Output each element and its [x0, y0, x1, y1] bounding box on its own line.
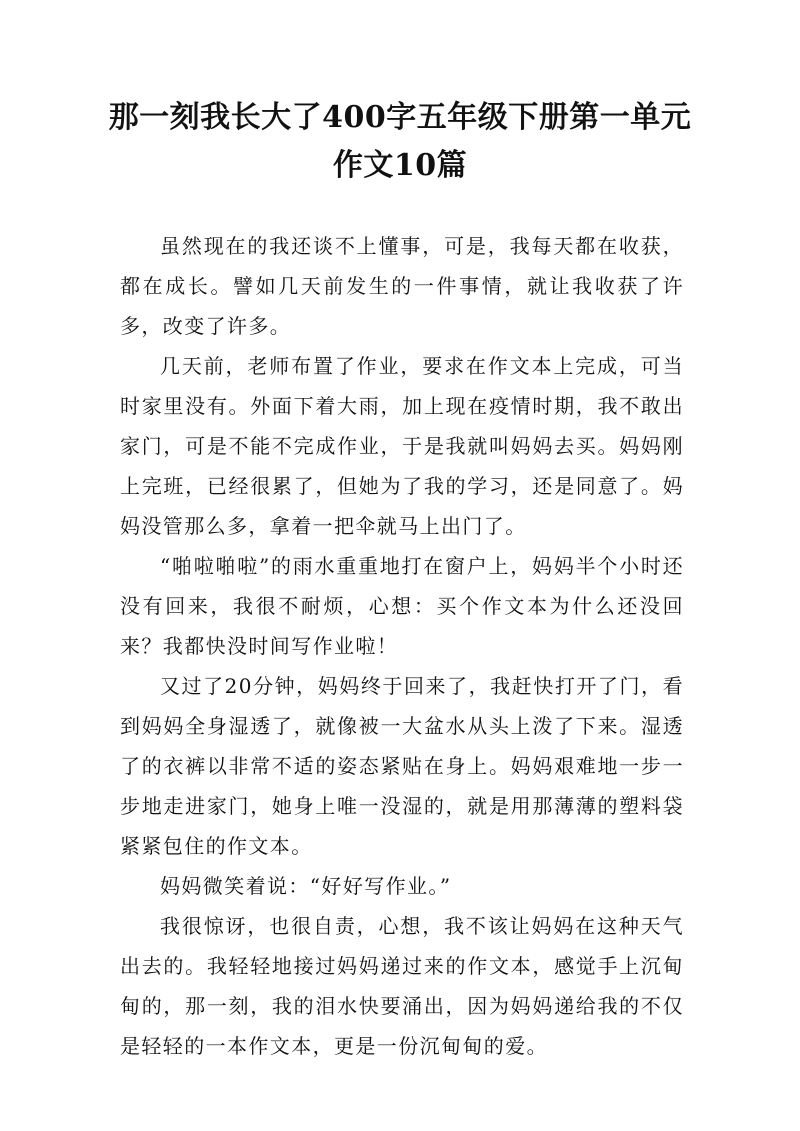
title-line-2: 作文10篇 — [332, 148, 468, 183]
title-line-1: 那一刻我长大了400字五年级下册第一单元 — [108, 100, 692, 135]
paragraph: 虽然现在的我还谈不上懂事，可是，我每天都在收获，都在成长。譬如几天前发生的一件事情，就让我收获了许多，改变了许多。 — [120, 234, 684, 338]
document-body — [120, 226, 684, 1066]
paragraph: 又过了20分钟，妈妈终于回来了，我赶快打开了门，看到妈妈全身湿透了，就像被一大盆水从头上泼了下来。湿透了的衣裤以非常不适的姿态紧贴在身上。妈妈艰难地一步一步地走进家门，她身上唯一没湿的，就是用那薄薄的塑料袋紧紧包住的作文本。 — [120, 674, 684, 858]
paragraph: “啪啦啪啦”的雨水重重地打在窗户上，妈妈半个小时还没有回来，我很不耐烦，心想：买个作文本为什么还没回来？我都快没时间写作业啦！ — [120, 554, 684, 658]
paragraph: 我很惊讶，也很自责，心想，我不该让妈妈在这种天气出去的。我轻轻地接过妈妈递过来的作文本，感觉手上沉甸甸的，那一刻，我的泪水快要涌出，因为妈妈递给我的不仅是轻轻的一本作文本，更是一份沉甸甸的爱。 — [120, 914, 684, 1058]
paragraph: 几天前，老师布置了作业，要求在作文本上完成，可当时家里没有。外面下着大雨，加上现在疫情时期，我不敢出家门，可是不能不完成作业，于是我就叫妈妈去买。妈妈刚上完班，已经很累了，但她为了我的学习，还是同意了。妈妈没管那么多，拿着一把伞就马上出门了。 — [120, 354, 684, 538]
paragraph: 妈妈微笑着说：“好好写作业。” — [160, 874, 452, 898]
document-title — [100, 94, 700, 190]
